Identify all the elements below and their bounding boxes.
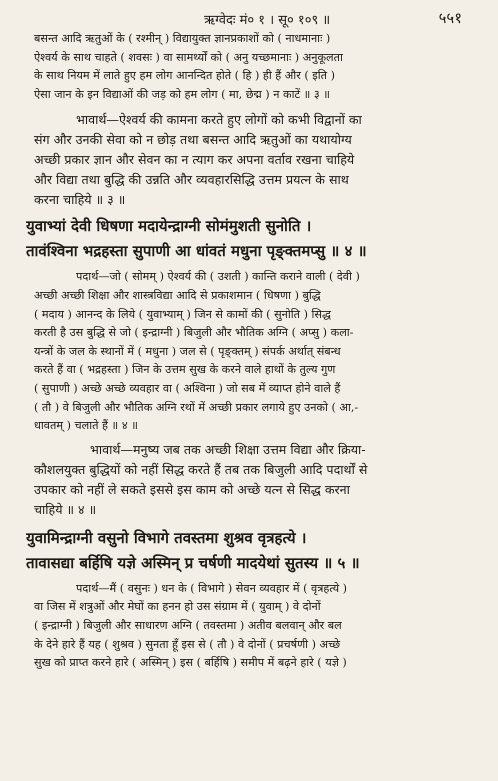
page-header <box>34 8 472 30</box>
text-line: बसन्त आदि ऋतुओं के ( रश्मीन् ) विद्यायुक्त ज्ञानप्रकाशों को ( नाधमानाः ) <box>34 32 331 45</box>
padartha-5 <box>34 580 472 673</box>
text-line: भावार्थ—मनुष्य जब तक अच्छी शिक्षा उत्तम विद्या और क्रिया- <box>90 441 366 457</box>
text-line: सुख को प्राप्त करने हारे ( अस्मिन् ) इस ( बर्हिषि ) समीप में बढ़ने हारे ( यज्ञे ) <box>34 656 347 670</box>
text-line: पदार्थ—जो ( सोमम् ) ऐश्वर्य की ( उशती ) कान्ति कराने वाली ( देवी ) <box>76 270 360 284</box>
text-line: उपकार को नहीं ले सकते इससे इस काम को अच्छे यत्न से सिद्ध करना <box>34 481 350 497</box>
text-line: धावतम् ) चलाते हैं ॥ ४ ॥ <box>34 419 138 433</box>
text-line: और विद्या तथा बुद्धि की उन्नति और व्यवहारसिद्धि उत्तम प्रयत्न के साथ <box>34 172 349 188</box>
mantra-line: युवाभ्यां देवी धिषणा मदायेन्द्राग्नी सोमंमुशती सुनोति । <box>26 217 312 236</box>
mantra-5 <box>26 526 472 576</box>
bhavartha-4 <box>34 440 472 520</box>
text-line: करती है उस बुद्धि से जो ( इन्द्राग्नी ) बिजुली और भौतिक अग्नि ( अप्सु ) कला- <box>34 326 354 340</box>
padartha-4 <box>34 268 472 435</box>
text-line: भावार्थ—ऐश्वर्य की कामना करते हुए लोगों को कभी विद्वानों का <box>76 112 362 128</box>
text-line: चाहिये ॥ ४ ॥ <box>34 501 97 517</box>
text-line: अच्छी अच्छी शिक्षा और शास्त्रविद्या आदि से प्रकाशमान ( धिषणा ) बुद्धि <box>34 288 321 302</box>
text-line: ( सुपाणी ) अच्छे अच्छे व्यवहार वा ( अश्विना ) जो सब में व्याप्त होने वाले हैं <box>34 381 341 395</box>
text-line: करते हैं वा ( भद्रहस्ता ) जिन के उत्तम सुख के करने वाले हाथों के तुल्य गुण <box>34 363 336 377</box>
text-line: ( मदाय ) आनन्द के लिये ( युवाभ्याम् ) जिन से कामों की ( सुनोति ) सिद्ध <box>34 307 331 321</box>
text-line: अच्छी प्रकार ज्ञान और सेवन का न त्याग कर अपना वर्ताव रखना चाहिये <box>34 152 355 168</box>
text-line: संग और उनकी सेवा को न छोड़ तथा बसन्त आदि ऋतुओं का यथायोग्य <box>34 132 352 148</box>
mantra-line: युवामिन्द्राग्नी वसुनो विभागे तवस्तमा शुश्रव वृत्रहत्ये । <box>26 528 307 547</box>
page-number: ५५१ <box>438 9 462 27</box>
text-line: यन्त्रों के जल के स्थानों में ( मधुना ) जल से ( पृङ्क्तम् ) संपर्क अर्थात् संबन्ध <box>34 344 341 358</box>
text-line: वा जिस में शत्रुओं और मेघों का हनन हो उस संग्राम में ( युवाम् ) वे दोनों <box>34 600 321 614</box>
text-line: कौशलयुक्त बुद्धियों को नहीं सिद्ध करते हैं तब तक बिजुली आदि पदार्थों से <box>34 461 368 477</box>
mantra-4 <box>26 214 472 264</box>
text-line: करना चाहिये ॥ ३ ॥ <box>34 192 126 208</box>
bhavartha-3 <box>34 110 472 210</box>
mantra-line: तावंश्विना भद्रहस्ता सुपाणी आ धांवतं मधुना पृङ्क्तमप्सु ॥ ४ ॥ <box>26 242 367 261</box>
text-line: के साथ नियम में लाते हुए हम लोग आनन्दित होते ( हि ) ही हैं और ( इति ) <box>34 69 335 83</box>
text-line: पदार्थ—मैं ( वसुनः ) धन के ( विभागे ) सेवन व्यवहार में ( वृत्रहत्ये ) <box>76 581 348 595</box>
commentary-block-3-end <box>34 30 472 104</box>
text-line: के देने हारे हैं यह ( शुश्रव ) सुनता हूँ इस से ( तौ ) वे दोनों ( प्रचर्षणी ) अच्छे <box>34 637 341 651</box>
text-line: ऐश्वर्य के साथ चाहते ( शवसः ) वा सामर्थ्यों को ( अनु यच्छमानाः ) अनुकूलता <box>34 50 343 64</box>
running-title: ऋग्वेदः मं० १ । सू० १०९ ॥ <box>204 13 331 28</box>
text-line: ऐसा जान के इन विद्याओं की जड़ को हम लोग ( मा, छेद्म ) न काटें ॥ ३ ॥ <box>34 87 331 101</box>
text-line: ( तौ ) वे बिजुली और भौतिक अग्नि रथों में अच्छी प्रकार लगाये हुए उनको ( आ,- <box>34 400 359 414</box>
text-line: ( इन्द्राग्नी ) बिजुली और साधारण अग्नि ( तवस्तमा ) अतीव बलवान् और बल <box>34 618 342 632</box>
mantra-line: तावासद्या बर्हिषि यज्ञे अस्मिन् प्र चर्षणी मादयेथां सुतस्य ॥ ५ ॥ <box>26 553 360 572</box>
